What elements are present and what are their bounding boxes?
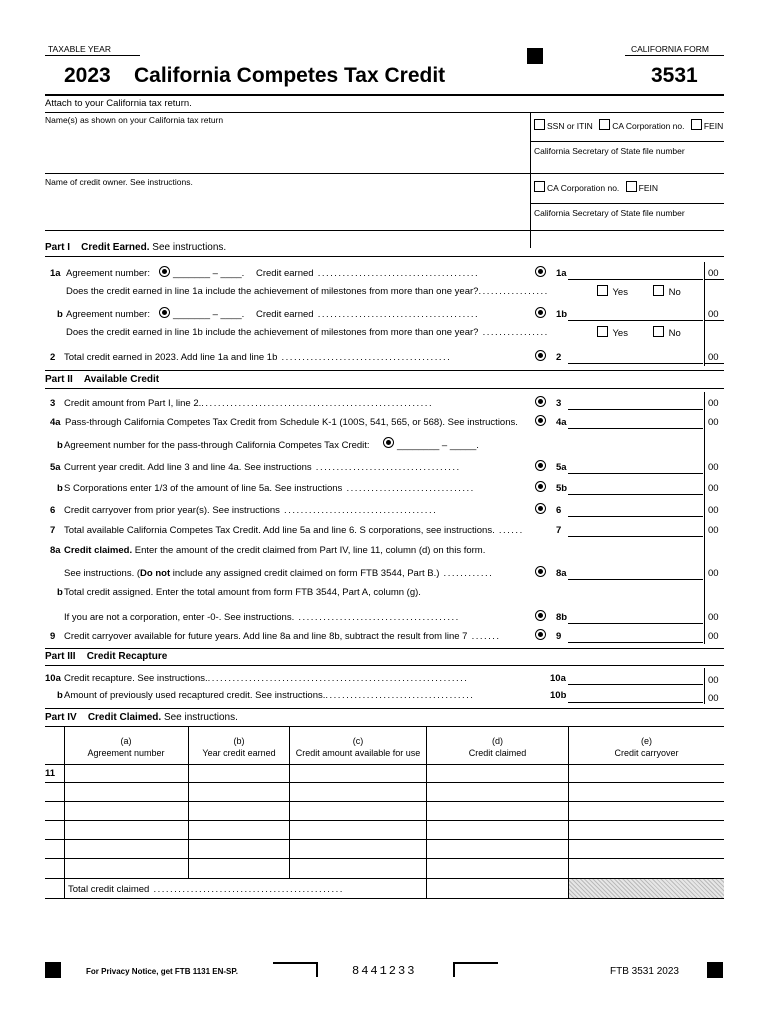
agreement-number-field-4b[interactable]: ________ – _____. [397, 440, 479, 451]
line-8b-label-cont: If you are not a corporation, enter -0-. See instructions. ....................................... [64, 612, 460, 623]
box-3-label: 3 [556, 398, 562, 409]
cents-divider [704, 668, 705, 704]
credit-owner-label: Name of credit owner. See instructions. [45, 177, 193, 187]
fein-checkbox[interactable] [691, 119, 702, 130]
table-col-line [64, 726, 65, 898]
box-7-label: 7 [556, 525, 562, 536]
yes-option-1a[interactable]: Yes [597, 285, 628, 298]
line-10b-number: b [57, 690, 63, 701]
column-a-header: (a) Agreement number [87, 736, 165, 758]
line-11-number: 11 [45, 768, 56, 779]
line-8a-label: Credit claimed. Enter the amount of the credit claimed from Part IV, line 11, column (d) on this form. [64, 545, 486, 556]
amount-field-10b[interactable] [568, 702, 703, 703]
form-number: 3531 [651, 64, 698, 87]
box-6-label: 6 [556, 505, 562, 516]
table-row[interactable] [45, 820, 724, 821]
line-4a-number: 4a [50, 417, 61, 428]
cents-10b: 00 [708, 693, 719, 704]
line-bullet-icon [535, 307, 546, 318]
table-row[interactable] [45, 801, 724, 802]
cents-8a: 00 [708, 568, 719, 579]
cents-2: 00 [708, 352, 719, 363]
amount-field-3[interactable] [568, 409, 703, 410]
rule [45, 665, 724, 666]
line-4b-label: Agreement number for the pass-through California Competes Tax Credit: [64, 440, 370, 451]
box-5b-label: 5b [556, 483, 568, 494]
line-bullet-icon [535, 266, 546, 277]
line-1a-number: 1a [50, 268, 61, 279]
agreement-bullet-icon [159, 307, 170, 318]
cents-1b: 00 [708, 309, 719, 320]
table-row-line [45, 764, 724, 765]
owner-sos-file-label: California Secretary of State file number [534, 208, 685, 218]
form-code: 8441233 [352, 964, 417, 978]
amount-field-8a[interactable] [568, 579, 703, 580]
agreement-number-field-1a[interactable]: _______ – ____. [173, 268, 245, 279]
amount-field-10a[interactable] [568, 684, 703, 685]
line-4b-number: b [57, 440, 63, 451]
line-7-label: Total available California Competes Tax Credit. Add line 5a and line 6. S corporations, see instructions. ...... [64, 525, 524, 536]
line-bullet-icon [535, 350, 546, 361]
shaded-cell [569, 879, 724, 898]
taxable-year-label: TAXABLE YEAR [48, 44, 111, 54]
milestones-question-1a: Does the credit earned in line 1a include the achievement of milestones from more than one year?................. [66, 286, 549, 297]
line-bullet-icon [535, 610, 546, 621]
cents-9: 00 [708, 631, 719, 642]
milestones-question-1b: Does the credit earned in line 1b include the achievement of milestones from more than one year? ................ [66, 327, 549, 338]
header-rule-left [45, 55, 140, 56]
part4-header: Part IV Credit Claimed. See instructions. [45, 712, 238, 723]
credit-earned-1b-label: Credit earned ....................................... [256, 309, 480, 320]
scan-corner-mark [273, 962, 318, 977]
ca-corp-checkbox[interactable] [599, 119, 610, 130]
table-row[interactable] [45, 858, 724, 859]
rule [45, 388, 724, 389]
column-d-header: (d) Credit claimed [468, 736, 527, 758]
box-10b-label: 10b [550, 690, 567, 701]
header-rule-main [45, 94, 724, 96]
line-bullet-icon [535, 629, 546, 640]
cents-1a: 00 [708, 268, 719, 279]
privacy-notice: For Privacy Notice, get FTB 1131 EN-SP. [86, 967, 238, 976]
rule [45, 256, 724, 257]
line-bullet-icon [535, 503, 546, 514]
table-col-line [426, 726, 427, 898]
line-9-label: Credit carryover available for future years. Add line 8a and line 8b, subtract the result from line 7 ....... [64, 631, 501, 642]
line-10b-label: Amount of previously used recaptured credit. See instructions..................................... [64, 690, 475, 701]
cents-4a: 00 [708, 417, 719, 428]
names-label: Name(s) as shown on your California tax return [45, 115, 224, 125]
ssn-checkbox[interactable] [534, 119, 545, 130]
table-col-line [289, 726, 290, 878]
rule [45, 726, 724, 727]
line-2-label: Total credit earned in 2023. Add line 1a and line 1b ......................................... [64, 352, 452, 363]
rule [530, 141, 724, 142]
part2-header: Part II Available Credit [45, 374, 160, 385]
agreement-bullet-icon [159, 266, 170, 277]
line-3-label: Credit amount from Part I, line 2......................................................... [64, 398, 434, 409]
box-10a-label: 10a [550, 673, 566, 684]
footer-form-year: FTB 3531 2023 [610, 966, 679, 977]
cents-5b: 00 [708, 483, 719, 494]
column-e-header: (e) Credit carryover [614, 736, 679, 758]
credit-earned-1a-label: Credit earned ....................................... [256, 268, 480, 279]
box-8b-label: 8b [556, 612, 568, 623]
sos-file-label: California Secretary of State file number [534, 146, 685, 156]
line-bullet-icon [535, 481, 546, 492]
line-10a-label: Credit recapture. See instructions................................................................ [64, 673, 469, 684]
box-1b-label: 1b [556, 309, 568, 320]
rule [45, 173, 724, 174]
amount-field-5a[interactable] [568, 473, 703, 474]
california-form-label: CALIFORNIA FORM [631, 44, 709, 54]
line-1b-label: Agreement number: [66, 309, 150, 320]
column-b-header: (b) Year credit earned [202, 736, 276, 758]
agreement-bullet-icon [383, 437, 394, 448]
form-title: California Competes Tax Credit [134, 64, 446, 87]
amount-field-8b[interactable] [568, 623, 703, 624]
line-6-label: Credit carryover from prior year(s). See instructions ..................................... [64, 505, 438, 516]
cents-divider [704, 392, 705, 644]
registration-mark [707, 962, 723, 978]
line-bullet-icon [535, 566, 546, 577]
table-row[interactable] [45, 839, 724, 840]
column-c-header: (c) Credit amount available for use [295, 736, 421, 758]
owner-id-options: CA Corporation no. FEIN [534, 181, 658, 193]
line-4a-label: Pass-through California Competes Tax Credit from Schedule K-1 (100S, 541, 565, or 568). See instructions. [65, 417, 518, 428]
line-3-number: 3 [50, 398, 56, 409]
line-1a-label: Agreement number: [66, 268, 150, 279]
id-column-divider [530, 112, 531, 248]
table-col-line [188, 726, 189, 878]
line-1b-number: b [57, 309, 63, 320]
amount-field-6[interactable] [568, 516, 703, 517]
cents-8b: 00 [708, 612, 719, 623]
line-7-number: 7 [50, 525, 56, 536]
table-col-line [568, 726, 569, 898]
attach-text: Attach to your California tax return. [45, 98, 192, 109]
line-5b-number: b [57, 483, 63, 494]
amount-field-1b[interactable] [568, 320, 703, 321]
line-9-number: 9 [50, 631, 56, 642]
cents-6: 00 [708, 505, 719, 516]
rule [45, 112, 724, 113]
cents-divider [704, 262, 705, 366]
yes-option-1b[interactable]: Yes [597, 326, 628, 339]
amount-field-4a[interactable] [568, 428, 703, 429]
line-8a-number: 8a [50, 545, 61, 556]
line-bullet-icon [535, 396, 546, 407]
part3-header: Part III Credit Recapture [45, 651, 168, 662]
cents-rule [705, 279, 724, 280]
box-2-label: 2 [556, 352, 562, 363]
amount-field-1a[interactable] [568, 279, 703, 280]
total-credit-claimed-label: Total credit claimed .............................................. [68, 884, 344, 895]
line-10a-number: 10a [45, 673, 61, 684]
line-5b-label: S Corporations enter 1/3 of the amount of line 5a. See instructions ............................... [64, 483, 475, 494]
part1-header: Part I Credit Earned. See instructions. [45, 242, 227, 253]
rule [45, 370, 724, 371]
line-5a-label: Current year credit. Add line 3 and line 4a. See instructions ................................... [64, 462, 461, 473]
amount-field-7[interactable] [568, 536, 703, 537]
line-2-number: 2 [50, 352, 56, 363]
registration-mark [527, 48, 543, 64]
line-8a-label-cont: See instructions. (Do not include any assigned credit claimed on form FTB 3544, Part B.) ............ [64, 568, 494, 579]
line-6-number: 6 [50, 505, 56, 516]
owner-ca-corp-checkbox[interactable] [534, 181, 545, 192]
cents-rule [705, 363, 724, 364]
no-option-1b[interactable]: No [653, 326, 681, 339]
rule [45, 708, 724, 709]
registration-mark [45, 962, 61, 978]
cents-7: 00 [708, 525, 719, 536]
header-rule-right [625, 55, 724, 56]
box-9-label: 9 [556, 631, 562, 642]
scan-corner-mark [453, 962, 498, 977]
amount-field-5b[interactable] [568, 494, 703, 495]
box-1a-label: 1a [556, 268, 567, 279]
amount-field-9[interactable] [568, 642, 703, 643]
cents-3: 00 [708, 398, 719, 409]
cents-rule [705, 320, 724, 321]
amount-field-2[interactable] [568, 363, 703, 364]
agreement-number-field-1b[interactable]: _______ – ____. [173, 309, 245, 320]
box-4a-label: 4a [556, 417, 567, 428]
rule [45, 898, 724, 899]
rule [530, 203, 724, 204]
table-row[interactable] [45, 782, 724, 783]
cents-10a: 00 [708, 675, 719, 686]
box-5a-label: 5a [556, 462, 567, 473]
line-bullet-icon [535, 460, 546, 471]
no-option-1a[interactable]: No [653, 285, 681, 298]
line-8b-number: b [57, 587, 63, 598]
rule [45, 230, 724, 231]
line-bullet-icon [535, 415, 546, 426]
tax-year: 2023 [64, 64, 111, 87]
rule [45, 648, 724, 649]
line-8b-label: Total credit assigned. Enter the total amount from form FTB 3544, Part A, column (g). [64, 587, 421, 598]
owner-fein-checkbox[interactable] [626, 181, 637, 192]
id-type-options: SSN or ITIN CA Corporation no. FEIN [534, 119, 723, 131]
cents-5a: 00 [708, 462, 719, 473]
box-8a-label: 8a [556, 568, 567, 579]
line-5a-number: 5a [50, 462, 61, 473]
